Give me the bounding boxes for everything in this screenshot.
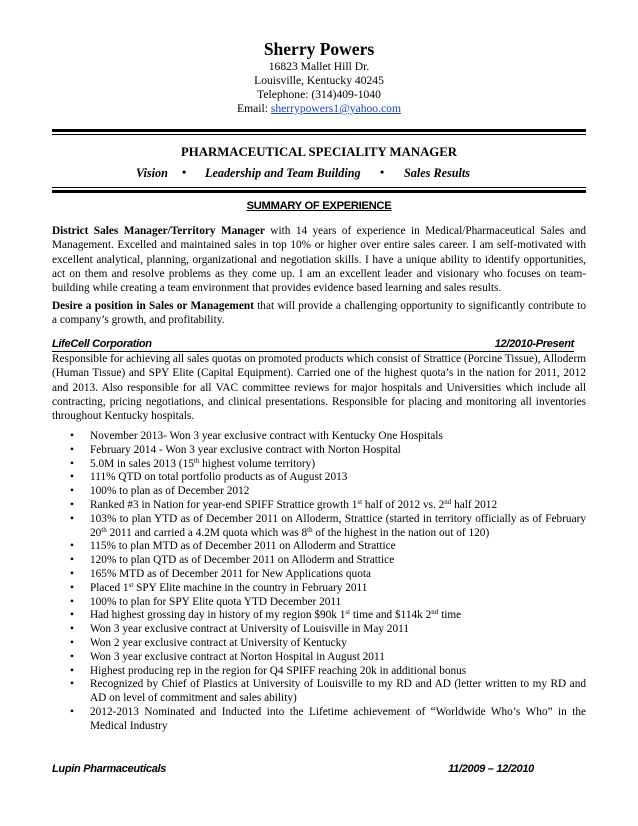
job-heading — [52, 338, 586, 353]
achievement-item — [52, 471, 586, 485]
summary-role: District Sales Manager/Territory Manager — [52, 225, 265, 237]
achievement-item — [52, 485, 586, 499]
achievement-text: 165% MTD as of December 2011 for New Applications quota — [90, 567, 371, 580]
candidate-name: Sherry Powers — [263, 39, 375, 59]
achievement-text: Placed 1st SPY Elite machine in the country in February 2011 — [90, 580, 368, 594]
telephone: Telephone: (314)409-1040 — [257, 88, 381, 101]
bullet-icon: • — [70, 443, 74, 456]
summary-text: with 14 years of experience in Medical/Pharmaceutical Sales and Management. Excelled and maintained sales in top 10% or higher over entire sales career. I am self-motivated with excellent analytical, planning, organizational and negotiation skills. I have a unique ability to identify opportunities, act on them and resolve problems as they come up. I am an excellent leader and visionary who focuses on team-building while creating a team environment that provides evidence based learning and sales results. — [52, 225, 586, 295]
goal-paragraph — [52, 299, 586, 328]
achievement-text: 100% to plan as of December 2012 — [90, 485, 250, 498]
achievement-text: Recognized by Chief of Plastics at University of Louisville to my RD and AD (letter written to my RD and AD on level of commitment and sales ability) — [90, 678, 586, 705]
email-label: Email: — [237, 102, 271, 115]
tagline-separator: • — [380, 165, 385, 179]
achievement-text: 100% to plan for SPY Elite quota YTD December 2011 — [90, 595, 342, 608]
summary-heading: SUMMARY OF EXPERIENCE — [246, 200, 392, 212]
achievement-item — [52, 568, 586, 582]
email-line — [0, 102, 638, 116]
achievement-text: 5.0M in sales 2013 (15th highest volume territory) — [90, 456, 316, 470]
achievement-item — [52, 444, 586, 458]
achievement-list — [52, 430, 586, 734]
bullet-icon: • — [70, 512, 74, 525]
city-state-zip: Louisville, Kentucky 40245 — [254, 74, 384, 87]
bullet-icon: • — [70, 678, 74, 691]
achievement-text: Highest producing rep in the region for Q4 SPIFF reaching 20k in additional bonus — [90, 664, 467, 677]
achievement-item — [52, 430, 586, 444]
achievement-item — [52, 609, 586, 623]
tagline-vision: Vision — [136, 166, 168, 180]
bullet-icon: • — [70, 664, 74, 677]
achievement-text: November 2013- Won 3 year exclusive contract with Kentucky One Hospitals — [90, 430, 443, 442]
goal-text: that will provide a challenging opportunity to significantly contribute to a company’s growth, and profitability. — [52, 300, 586, 327]
bullet-icon: • — [70, 581, 74, 594]
bullet-icon: • — [70, 554, 74, 567]
bullet-icon: • — [70, 650, 74, 663]
achievement-text: 120% to plan QTD as of December 2011 on Alloderm and Strattice — [90, 554, 395, 567]
objective-rule-thin — [52, 187, 586, 188]
summary-paragraph — [52, 224, 586, 295]
tagline-results: Sales Results — [404, 166, 471, 180]
bullet-icon: • — [70, 595, 74, 608]
achievement-text: Won 3 year exclusive contract at Norton Hospital in August 2011 — [90, 650, 385, 663]
achievement-item — [52, 623, 586, 637]
job-dates: 12/2010-Present — [494, 338, 574, 350]
header-rule-thick-top — [52, 129, 586, 132]
achievement-item — [52, 706, 586, 734]
achievement-item — [52, 665, 586, 679]
achievement-item — [52, 651, 586, 665]
bullet-icon: • — [70, 498, 74, 511]
bullet-icon: • — [70, 485, 74, 498]
objective-title: PHARMACEUTICAL SPECIALITY MANAGER — [180, 145, 458, 159]
bullet-icon: • — [70, 623, 74, 636]
achievement-item — [52, 499, 586, 513]
achievement-text: 111% QTD on total portfolio products as of August 2013 — [90, 471, 348, 484]
achievement-text: Had highest grossing day in history of my region $90k 1st time and $114k 2nd time — [90, 608, 462, 622]
bullet-icon: • — [70, 430, 74, 442]
achievement-text: Won 2 year exclusive contract at University of Kentucky — [90, 636, 347, 649]
bullet-icon: • — [70, 540, 74, 553]
bullet-icon: • — [70, 471, 74, 484]
street-address: 16823 Mallet Hill Dr. — [268, 60, 370, 73]
objective-rule-thick — [52, 190, 586, 193]
achievement-text: Ranked #3 in Nation for year-end SPIFF Strattice growth 1st half of 2012 vs. 2nd half 2012 — [90, 497, 498, 511]
achievement-text: February 2014 - Won 3 year exclusive contract with Norton Hospital — [90, 443, 401, 456]
achievement-text: 115% to plan MTD as of December 2011 on Alloderm and Strattice — [90, 540, 396, 553]
header-rule-thin-top — [52, 134, 586, 135]
job-company: LifeCell Corporation — [52, 338, 152, 350]
achievement-item — [52, 540, 586, 554]
job-description: Responsible for achieving all sales quotas on promoted products which consist of Strattice (Porcine Tissue), Alloderm (Human Tissue) and SPY Elite (Capital Equipment). Carried one of the highest quota’s in the nation for 2011, 2012 and 2013. Also responsible for all VAC committee reviews for major hospitals and Universities which include all contracting, pricing negotiations, and clinical presentations. Responsible for placing and monitoring all inventories throughout Kentucky hospitals. — [52, 353, 586, 423]
bullet-icon: • — [70, 609, 74, 622]
achievement-item — [52, 678, 586, 706]
bullet-icon: • — [70, 567, 74, 580]
achievement-item — [52, 582, 586, 596]
email-link[interactable]: sherrypowers1@yahoo.com — [270, 102, 401, 115]
job-company: Lupin Pharmaceuticals — [52, 763, 167, 775]
tagline-leadership: Leadership and Team Building — [205, 166, 361, 180]
achievement-text: 2012-2013 Nominated and Inducted into the Lifetime achievement of “Worldwide Who’s Who” in the Medical Industry — [90, 705, 586, 732]
goal-bold: Desire a position in Sales or Management — [52, 300, 254, 312]
achievement-text: 103% to plan YTD as of December 2011 on Alloderm, Strattice (started in territory officially as of February 20th 2011 and carried a 4.2M quota which was 8th of the highest in the nation out of 120) — [90, 512, 586, 539]
job-dates: 11/2009 – 12/2010 — [448, 763, 534, 775]
tagline-separator: • — [182, 165, 187, 179]
achievement-item — [52, 554, 586, 568]
achievement-item — [52, 513, 586, 541]
achievement-item — [52, 637, 586, 651]
achievement-text: Won 3 year exclusive contract at University of Louisville in May 2011 — [90, 623, 409, 636]
achievement-item — [52, 596, 586, 610]
bullet-icon: • — [70, 705, 74, 718]
bullet-icon: • — [70, 636, 74, 649]
achievement-item — [52, 458, 586, 472]
bullet-icon: • — [70, 457, 74, 470]
